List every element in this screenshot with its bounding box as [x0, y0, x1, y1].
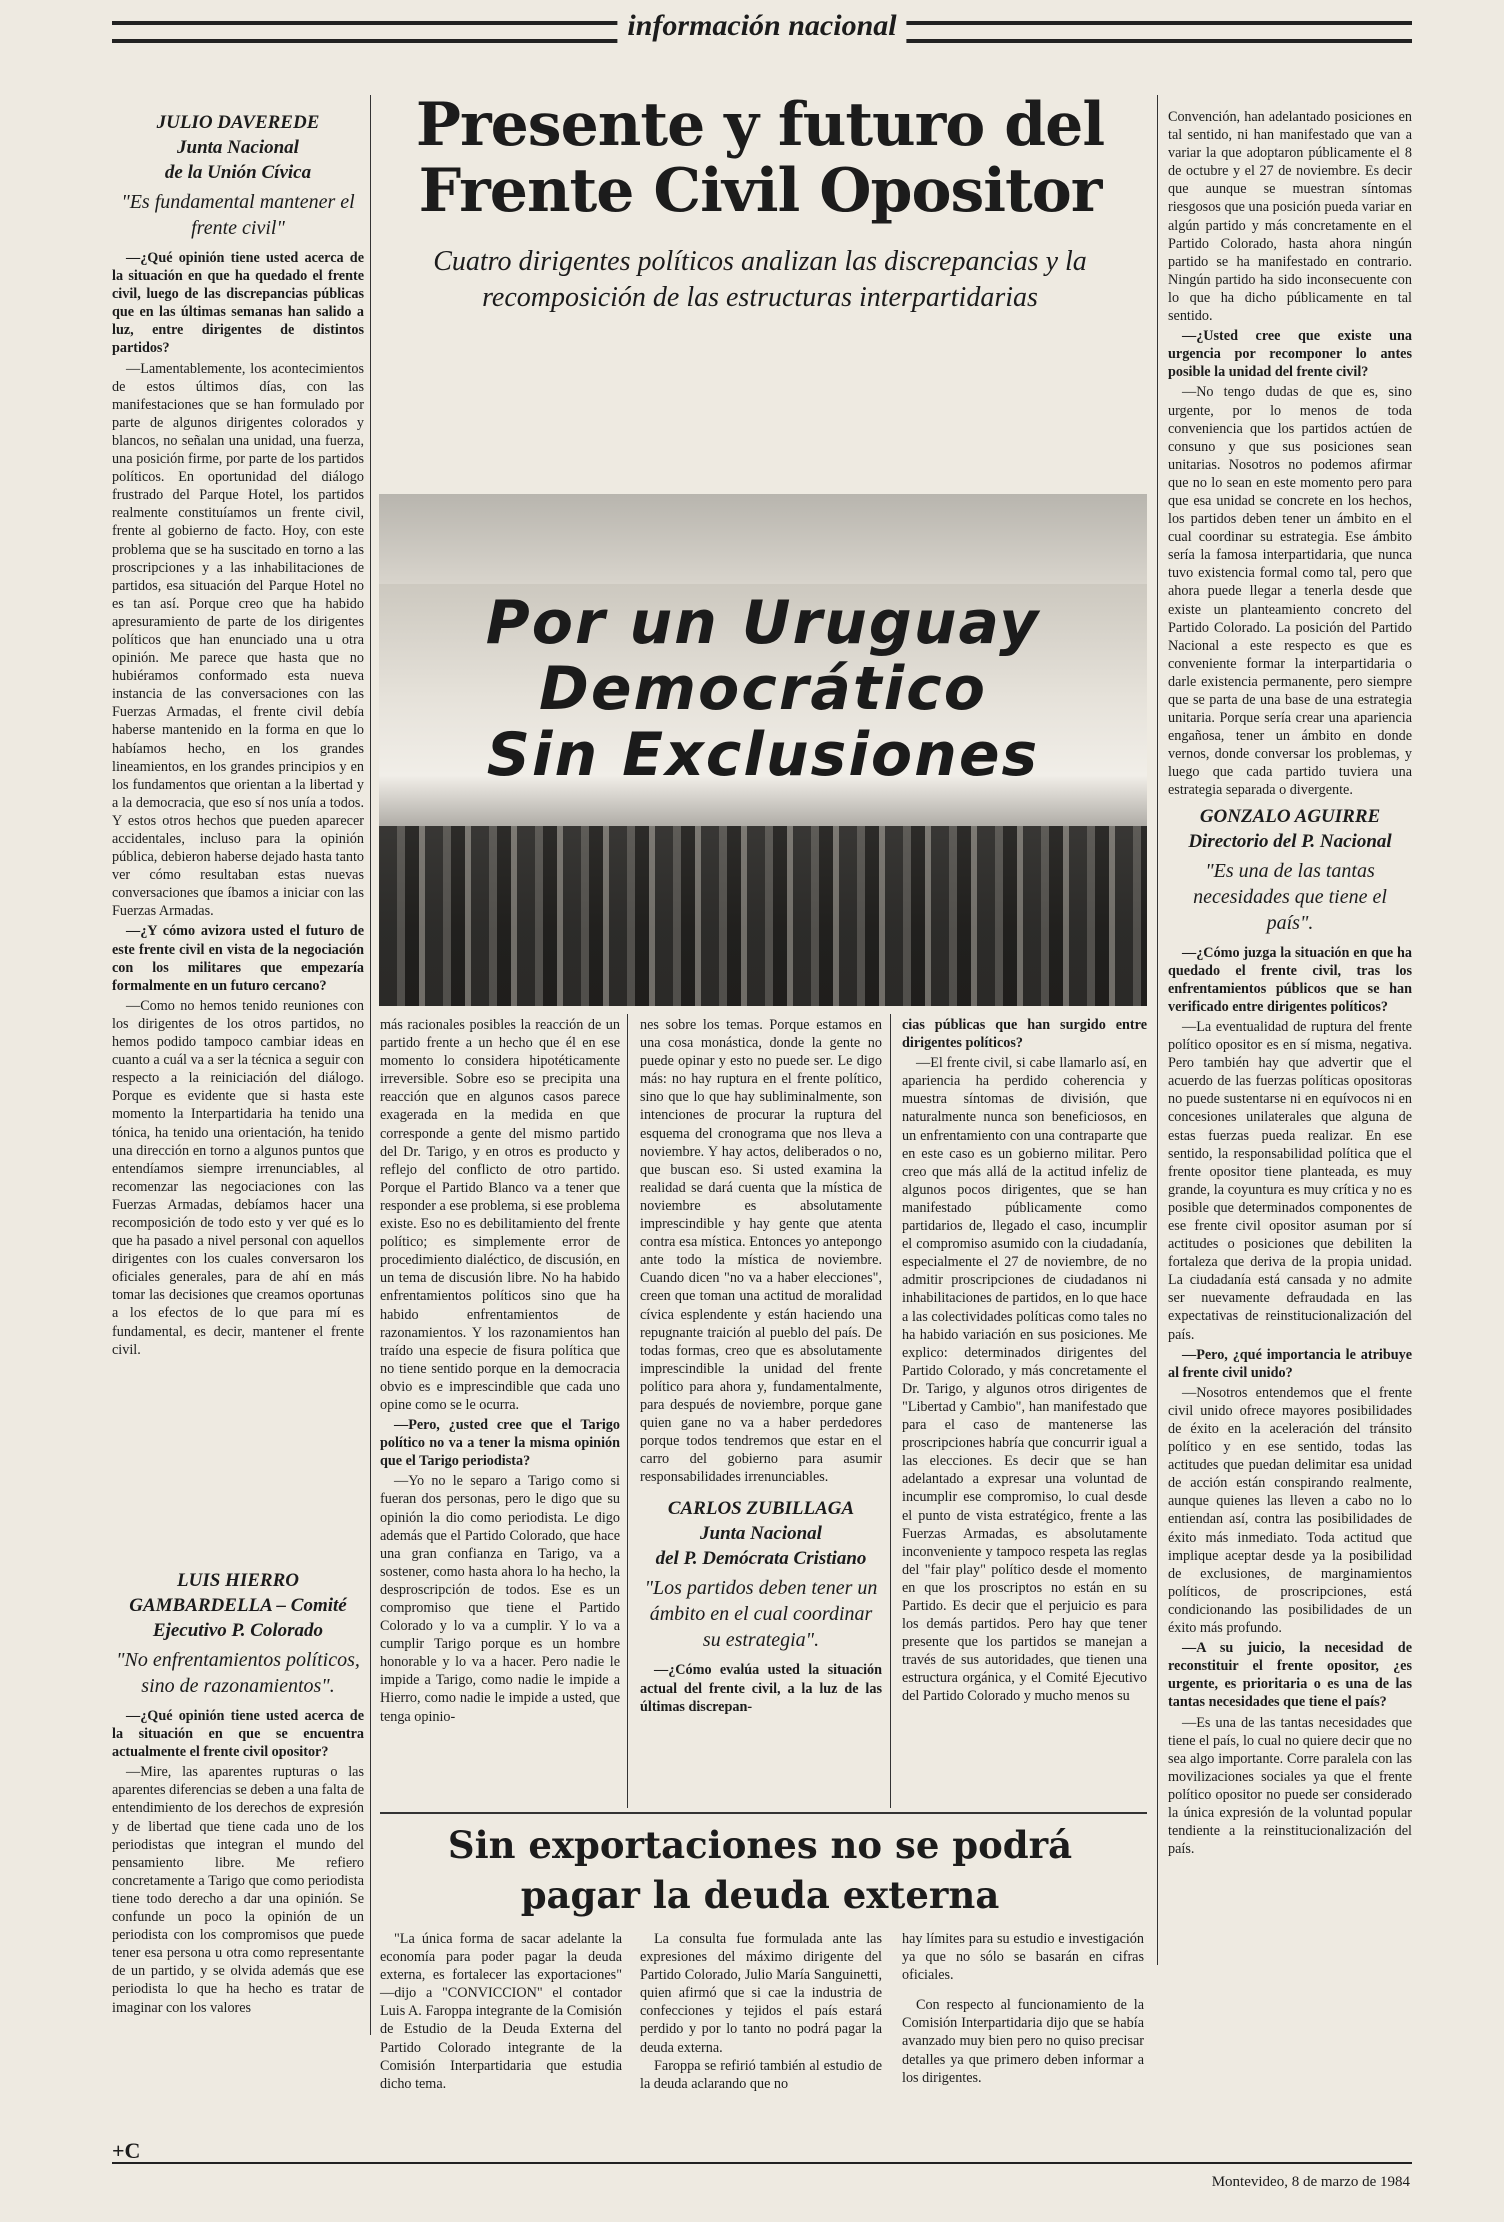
byline-hierro	[112, 1568, 364, 1699]
answer: —Mire, las aparentes rupturas o las aparentes diferencias se deben a una falta de entendimiento de los derechos de expresión y de libertad que tiene cada uno de los periodistas que integran el mundo del pensamiento libre. Me refiero concretamente a Tarigo que como periodista tiene todo derecho a dar una opinión. Se confunde un poco la opinión de un periodista con los compromisos que puede tener esa persona u otra como representante de un partido, y se olvida además que ese periodista lo que ha hecho es tratar de imaginar con los valores	[112, 1764, 364, 2016]
column-middle-right	[902, 1016, 1147, 1708]
question: —A su juicio, la necesidad de reconstituir el frente opositor, ¿es urgente, es prioritaria o es una de las tantas necesidades que tiene el país?	[1168, 1640, 1412, 1711]
paragraph: hay límites para su estudio e investigación ya que no sólo se basarán en cifras oficiales.	[902, 1931, 1144, 1984]
byline-name: LUIS HIERRO	[177, 1570, 299, 1591]
byline-title: Junta Nacional	[177, 137, 299, 158]
paragraph: "La única forma de sacar adelante la economía para poder pagar la deuda externa, es fortalecer las exportaciones" —dijo a "CONVICCION" el contador Luis A. Faroppa integrante de la Comisión de Estudio de la Deuda Externa del Partido Colorado integrante de la Comisión Interpartidaria que estudia dicho tema.	[380, 1931, 622, 2092]
byline-title: Junta Nacional	[700, 1523, 822, 1545]
section-label: información nacional	[617, 9, 906, 43]
bottom-column-1	[380, 1930, 622, 2093]
answer: —Es una de las tantas necesidades que tiene el país, lo cual no quiere decir que no sea algo importante. Corre paralela con las movilizaciones sociales ya que el frente político opositor no puede ser considerado la única expresión de la voluntad popular tendiente a la reinstitucionalización del país.	[1168, 1714, 1412, 1858]
column-divider	[1157, 95, 1158, 1965]
column-davrede	[112, 106, 364, 1361]
byline-zubillaga	[640, 1496, 882, 1653]
column-divider	[890, 1014, 891, 1808]
answer: —No tengo dudas de que es, sino urgente, por lo menos de toda conveniencia que los partidos actúen de consuno y que sus posiciones sean unitarias. Nosotros no podemos afirmar que no lo sean en este momento pero para que esa unidad se concrete en los hechos, los partidos deben tener un ámbito en el cual coordinar su estrategia. Ese ámbito sería la famosa interpartidaria, que nunca tuvo existencia formal como tal, pero que ahora puede llegar a tenerla desde que existe un planteamiento concreto del Partido Colorado. La posición del Partido Nacional a este respecto es que es conveniente formar la interpartidaria o darle existencia permanente, pero siempre que se parta de una base de una estrategia unitaria. Porque sería crear una apariencia engañosa, tener un ámbito en donde vernos, donde conversar los problemas, y luego que cada partido tuviera una estrategia separada o divergente.	[1168, 384, 1412, 799]
banner-line: Democrático	[539, 654, 987, 724]
bottom-column-2	[640, 1930, 882, 2093]
byline-quote: "Es fundamental mantener el frente civil"	[121, 191, 355, 239]
secondary-headline	[380, 1820, 1140, 1920]
deck: Cuatro dirigentes políticos analizan las discrepancias y la recomposición de las estructuras interpartidarias	[433, 246, 1087, 313]
paragraph: La consulta fue formulada ante las expresiones del máximo dirigente del Partido Colorado, Julio María Sanguinetti, quien afirmó que si cae la industria de confecciones y tejidos el país estará perdido y por lo tanto no podrá pagar la deuda externa.	[640, 1931, 882, 2056]
byline-name: JULIO DAVEREDE	[156, 112, 320, 133]
page-mark: +C	[112, 2138, 141, 2163]
column-divider	[370, 95, 371, 2035]
column-middle-center	[640, 1016, 882, 1718]
paragraph: Faroppa se refirió también al estudio de la deuda aclarando que no	[640, 2057, 882, 2092]
byline-title: del P. Demócrata Cristiano	[655, 1548, 867, 1570]
byline-name: CARLOS ZUBILLAGA	[667, 1498, 855, 1520]
answer: —El frente civil, si cabe llamarlo así, en apariencia ha perdido coherencia y muestra síntomas de división, que naturalmente nunca son beneficiosos, en un enfrentamiento con una contraparte que en este caso es un gobierno militar. Pero creo que más allá de la actitud infeliz de algunos pocos dirigentes, que se han manifestado públicamente como partidarios de, llegado el caso, incumplir el compromiso asumido con la ciudadanía, especialmente el 27 de noviembre, de no admitir proscripciones de ciudadanos ni inhabilitaciones de partidos, en lo que hace a las colectividades políticas como tales no ha habido variación en sus posiciones. Me explico: determinados dirigentes del Partido Colorado, y más concretamente el Dr. Tarigo, y algunos otros dirigentes de "Libertad y Cambio", han manifestado que para el caso de mantenerse las proscripciones habría que concurrir igual a las elecciones. Es decir que se han adelantado a expresar una voluntad de incumplir ese compromiso, lo cual desde el punto de vista estratégico, frente a las Fuerzas Armadas, es absolutamente inconveniente y tampoco respeta las reglas del "fair play" político desde el momento en que los proscriptos no están en su Partido. Es decir que el perjuicio es para los demás partidos. Pero hay que tener presente que los partidos se manejan a través de sus autoridades, que tienen una estructura orgánica, y el Comité Ejecutivo del Partido Colorado y mucho menos su	[902, 1055, 1147, 1705]
byline-quote: "Los partidos deben tener un ámbito en el cual coordinar su estrategia".	[644, 1577, 878, 1652]
question: —¿Y cómo avizora usted el futuro de este frente civil en vista de la negociación con los militares que empezaría formalmente en un futuro cercano?	[112, 923, 364, 994]
answer: —Yo no le separo a Tarigo como si fueran dos personas, pero le digo que su opinión la dio como periodista. Le digo además que el Partido Colorado, que hace una gran confianza en Tarigo, va a sostener, como hasta ahora lo ha hecho, la desproscripción de todos. Ese es un compromiso que tiene el Partido Colorado y lo va a cumplir. Y lo va a cumplir Tarigo porque es un hombre honorable y lo va a hacer. Pero nadie le impide a Tarigo, como nadie le impide a Hierro, como nadie le impide a usted, que tenga opinio-	[380, 1473, 620, 1725]
byline-name: GAMBARDELLA – Comité	[129, 1595, 347, 1616]
paragraph: Con respecto al funcionamiento de la Comisión Interpartidaria dijo que se había avanzado muy bien pero no quiso precisar detalles ya que primero deben informar a los dirigentes.	[902, 1997, 1144, 2086]
section-header	[112, 9, 1412, 42]
answer: nes sobre los temas. Porque estamos en una cosa monástica, donde la gente no puede opinar y esto no puede ser. Le digo más: no hay ruptura en el frente político, sino que lo que hay subliminalmente, son intenciones de procurar la ruptura del esquema del cronograma que nos lleva a noviembre. Y hay actos, deliberados o no, que buscan eso. Si usted examina la realidad se dará cuenta que la mística de noviembre es absolutamente imprescindible y hay gente que atenta contra esa mística. Entonces yo antepongo ante todo la mística de noviembre. Cuando dicen "no va a haber elecciones", creen que toman una actitud de moralidad cívica esplendente y están haciendo una repugnante traición al pueblo del país. De todas formas, creo que es absolutamente imprescindible la unidad del frente político para ahora y, fundamentalmente, para después de noviembre, porque gane quien gane no va a haber perdedores porque todos tendremos que estar en el carro del gobierno para asumir responsabilidades irrenunciables.	[640, 1017, 882, 1486]
photo-banner	[389, 590, 1137, 788]
photo-crowd	[379, 826, 1147, 1006]
byline-title: Ejecutivo P. Colorado	[152, 1620, 324, 1641]
answer: más racionales posibles la reacción de un partido frente a un hecho que él en ese momento lo considera hipotéticamente irreversible. Sobre eso se precipita una reacción que en algunos casos parece exagerada en la medida en que corresponde a gente del mismo partido del Dr. Tarigo, y en otros es producto y reflejo del conflicto de otro partido. Porque el Partido Blanco va a tener que responder a ese problema, si ese problema existe. Eso no es debilitamiento del frente político; es simplemente error de procedimiento dialéctico, de discusión, en un tema de discusión libre. No ha habido enfrentamientos políticos sino que ha habido enfrentamientos de razonamientos. Y los razonamientos han traído una especie de fisura política que no tiene sentido porque en la democracia obvio es e imprescindible que cada uno opine como se le ocurra.	[380, 1017, 620, 1413]
byline-quote: "No enfrentamientos políticos, sino de razonamientos".	[116, 1649, 360, 1697]
footer-date: Montevideo, 8 de marzo de 1984	[1211, 2174, 1410, 2190]
footer-rule	[112, 2162, 1412, 2164]
byline-title: de la Unión Cívica	[164, 162, 312, 183]
headline-line: Presente y futuro del	[415, 90, 1105, 160]
answer: —La eventualidad de ruptura del frente político opositor es en sí misma, negativa. Pero también hay que advertir que el acuerdo de las fuerzas políticas opositoras no puede sustentarse ni en equívocos ni en concesiones unilaterales que alguna de estas fuerzas pueda realizar. En ese sentido, la responsabilidad política que el frente opositor tiene planteada, es muy grande, la coyuntura es muy crítica y no es posible que determinados componentes de ese frente civil opositor asuman por sí actitudes o posiciones que debiliten la fortaleza que deriva de la propia unidad. La ciudadanía está cansada y no admite ser nuevamente defraudada en las expectativas de reinstitucionalización del país.	[1168, 1018, 1412, 1343]
byline-title: Directorio del P. Nacional	[1188, 830, 1392, 852]
question: —¿Cómo juzga la situación en que ha quedado el frente civil, tras los enfrentamientos públicos que se han verificado entre dirigentes políticos?	[1168, 944, 1412, 1015]
answer: —Como no hemos tenido reuniones con los dirigentes de los otros partidos, no hemos podido tampoco cambiar ideas en cuanto a cuál va a ser la técnica a seguir con respecto a la reiniciación del diálogo. Porque es evidente que si hasta este momento la Interpartidaria ha tenido una tónica, ha tenido una orientación, ha tenido una dirección en torno a algunos puntos que entendíamos siempre irrenunciables, al recomenzar las negociaciones con las Fuerzas Armadas, debíamos hacer una recomposición de todo esto y ver qué es lo que ha pasado a nivel personal con aquellos dirigentes con los cuales conversaron los oficiales generales, para de ahí en más tomar las decisiones que creamos oportunas a los efectos de lo que para mí es fundamental, es decir, mantener el frente civil.	[112, 997, 364, 1358]
column-middle-left	[380, 1016, 620, 1728]
question: —¿Cómo evalúa usted la situación actual del frente civil, a la luz de las últimas discrepan-	[640, 1662, 882, 1715]
question: —¿Qué opinión tiene usted acerca de la situación en que se encuentra actualmente el frente civil opositor?	[112, 1708, 364, 1761]
answer: —Nosotros entendemos que el frente civil unido ofrece mayores posibilidades de éxito en la aceleración del tránsito político y en ese sentido, todas las actitudes que puedan delimitar esa unidad de acción están conspirando realmente, aunque quienes las lleven a cabo no lo entiendan así, contra las posibilidades de éxito más inmediato. Toda actitud que implique aceptar desde ya la posibilidad de exclusiones, de marginamientos políticos, de proscripciones, está condicionando las posibilidades de un éxito más profundo.	[1168, 1384, 1412, 1637]
headline-line: pagar la deuda externa	[520, 1873, 1000, 1917]
bottom-column-3	[902, 1930, 1144, 2087]
rally-photo	[379, 494, 1147, 1006]
answer: Convención, han adelantado posiciones en tal sentido, ni han manifestado que van a variar la que adoptaron públicamente el 8 de octubre y el 27 de noviembre. Es decir que aunque se muestran síntomas riesgosos que una posición pueda variar en algún partido y más concretamente en el Partido Colorado, hasta ahora ningún partido se ha manifestado en contrario. Ningún partido ha sido inconsecuente con lo que ha dicho públicamente en tal sentido.	[1168, 109, 1412, 325]
column-right	[1168, 108, 1412, 1860]
question: —Pero, ¿qué importancia le atribuye al frente civil unido?	[1168, 1346, 1412, 1381]
byline-davrede	[112, 110, 364, 241]
photo-building	[379, 494, 1147, 584]
banner-line: Sin Exclusiones	[486, 720, 1040, 790]
column-divider	[627, 1014, 628, 1808]
byline-aguirre	[1168, 804, 1412, 936]
column-hierro	[112, 1564, 364, 2019]
question: —Pero, ¿usted cree que el Tarigo político no va a tener la misma opinión que el Tarigo periodista?	[380, 1417, 620, 1470]
headline-line: Frente Civil Opositor	[418, 156, 1102, 226]
headline	[380, 92, 1140, 224]
headline-line: Sin exportaciones no se podrá	[447, 1823, 1073, 1867]
question: cias públicas que han surgido entre dirigentes políticos?	[902, 1017, 1147, 1052]
question: —¿Usted cree que existe una urgencia por recomponer lo antes posible la unidad del frente civil?	[1168, 328, 1412, 381]
question: —¿Qué opinión tiene usted acerca de la situación en que ha quedado el frente civil, luego de las discrepancias públicas que en las últimas semanas han salido a luz, entre dirigentes de distintos partidos?	[112, 250, 364, 357]
banner-line: Por un Uruguay	[485, 588, 1041, 658]
byline-name: GONZALO AGUIRRE	[1199, 805, 1381, 827]
byline-quote: "Es una de las tantas necesidades que tiene el país".	[1193, 859, 1387, 934]
answer: —Lamentablemente, los acontecimientos de estos últimos días, con las manifestaciones que se han formulado por parte de algunos dirigentes colorados y blancos, no señalan una unidad, una fuerza, una posición firme, por parte de los partidos políticos. En oportunidad del diálogo frustrado del Parque Hotel, los partidos realmente constituíamos un frente civil, frente al gobierno de facto. Hoy, con este problema que se ha suscitado en torno a las proscripciones y a las inhabilitaciones de partidos, esa situación del Parque Hotel no es tan así. Porque creo que ha habido apresuramiento de parte de los dirigentes políticos que han enunciado una u otra opinión. Me parece que hasta que no hubiéramos conformado esta nueva instancia de las conversaciones con las Fuerzas Armadas, el frente civil debía haberse mantenido en la forma en que lo habíamos hecho, en los grandes lineamientos, en los grandes principios y en los fundamentos que orientan a la libertad y a la democracia, que eso sí nos unía a todos. Y estos otros hechos que pueden aparecer accidentales, incluso para la opinión pública, debieron haberse dejado hasta tanto ver cómo resultaban estas nuevas conversaciones que íbamos a iniciar con las Fuerzas Armadas.	[112, 360, 364, 920]
section-rule	[380, 1812, 1147, 1814]
